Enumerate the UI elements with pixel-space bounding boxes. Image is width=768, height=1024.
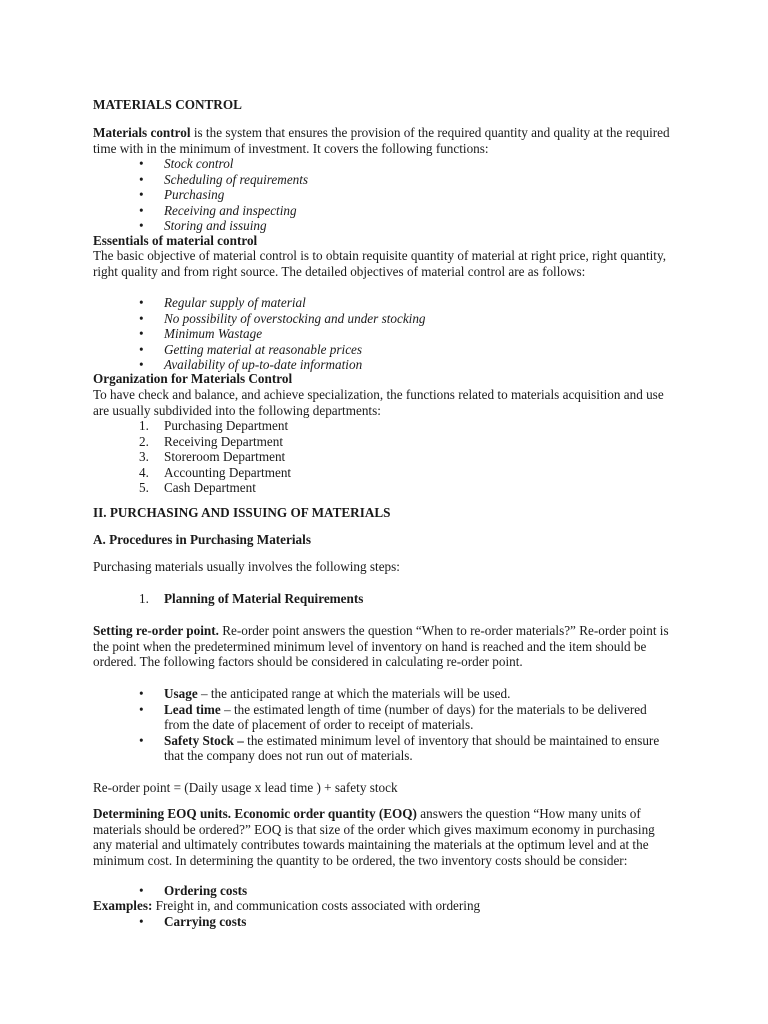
list-item: • Storing and issuing [139,218,267,233]
bullet-icon: • [139,883,144,898]
objectives-list [93,295,673,373]
bullet-icon: • [139,701,144,717]
reorder-formula: Re-order point = (Daily usage x lead time ) + safety stock [93,780,398,795]
list-item: • Scheduling of requirements [139,171,309,187]
bullet-icon: • [139,295,144,310]
bullet-icon: • [139,686,144,701]
bullet-icon: • [139,171,144,187]
bullet-icon: • [139,914,144,929]
organization-text: To have check and balance, and achieve specialization, the functions related to materials acquisition and use are usually subdivided into the following departments: [93,387,664,418]
bullet-icon: • [139,202,144,218]
steps-list [93,591,673,607]
examples-text: Freight in, and communication costs associated with ordering [152,898,481,913]
list-item: 4. Accounting Department [139,464,292,480]
eoq-term: Economic order quantity (EOQ) [231,806,417,821]
main-title: MATERIALS CONTROL [93,97,242,112]
bullet-icon: • [139,310,144,326]
list-item: • Receiving and inspecting [139,202,297,218]
step1-title: Planning of Material Requirements [164,591,364,606]
section2-title: II. PURCHASING AND ISSUING OF MATERIALS [93,505,391,520]
eoq-cost2-list [93,914,673,930]
bullet-icon: • [139,732,144,748]
examples-label: Examples: [93,898,153,913]
list-item: • Lead time – the estimated length of time (number of days) for the materials to be delivered from the date of placement of order to receipt of materials. [139,701,647,732]
list-item: • No possibility of overstocking and under stocking [139,310,426,326]
subsection-a-heading: A. Procedures in Purchasing Materials [93,532,311,547]
bullet-icon: • [139,326,144,341]
list-item: • Regular supply of material [139,295,306,310]
list-item: • Stock control [139,156,234,171]
list-item: 5. Cash Department [139,480,256,495]
list-item: • Availability of up-to-date information [139,357,363,372]
eoq-cost1-list [93,883,673,899]
eoq-paragraph [93,806,673,868]
reorder-text: Re-order point answers the question “When to re-order materials?” Re-order point is the point when the predetermined minimum level of inventory on hand is reached and the item should be ordered. The following factors should be considered in calculating re-order point. [93,623,669,669]
list-item: 1. Planning of Material Requirements [139,591,364,606]
examples-line [93,898,673,914]
functions-list [93,156,673,234]
reorder-factors-list [93,686,673,764]
bullet-icon: • [139,357,144,372]
organization-heading: Organization for Materials Control [93,371,293,386]
eoq-heading: Determining EOQ units. [93,806,232,821]
bullet-icon: • [139,187,144,202]
list-item: • Getting material at reasonable prices [139,341,363,357]
essentials-text: The basic objective of material control is to obtain requisite quantity of material at right price, right quantity, right quality and from right source. The detailed objectives of material control are as follows: [93,248,666,279]
departments-list [93,418,673,496]
intro-paragraph [93,125,673,156]
bullet-icon: • [139,218,144,233]
list-item: • Minimum Wastage [139,326,263,341]
list-item: • Purchasing [139,187,225,202]
reorder-heading: Setting re-order point. [93,623,219,638]
essentials-heading: Essentials of material control [93,233,258,248]
bullet-icon: • [139,341,144,357]
list-item: • Usage – the anticipated range at which the materials will be used. [139,686,511,701]
bullet-icon: • [139,156,144,171]
list-item: • Safety Stock – the estimated minimum level of inventory that should be maintained to ensure that the company does not run out of materials. [139,732,660,763]
steps-intro: Purchasing materials usually involves the following steps: [93,559,400,574]
list-item: • Carrying costs [139,914,247,929]
intro-term: Materials control [93,125,191,140]
list-item: 1. Purchasing Department [139,418,289,433]
intro-text: is the system that ensures the provision of the required quantity and quality at the required time with in the minimum of investment. It covers the following functions: [93,125,670,156]
list-item: 2. Receiving Department [139,433,284,449]
eoq-text: answers the question “How many units of materials should be ordered?” EOQ is that size of the order which gives maximum economy in purchasing any material and ultimately contributes towards maintaining the materials at the optimum level and at the minimum cost. In determining the quantity to be ordered, the two inventory costs should be consider: [93,806,655,868]
list-item: • Ordering costs [139,883,248,898]
list-item: 3. Storeroom Department [139,449,286,464]
reorder-paragraph [93,623,673,670]
